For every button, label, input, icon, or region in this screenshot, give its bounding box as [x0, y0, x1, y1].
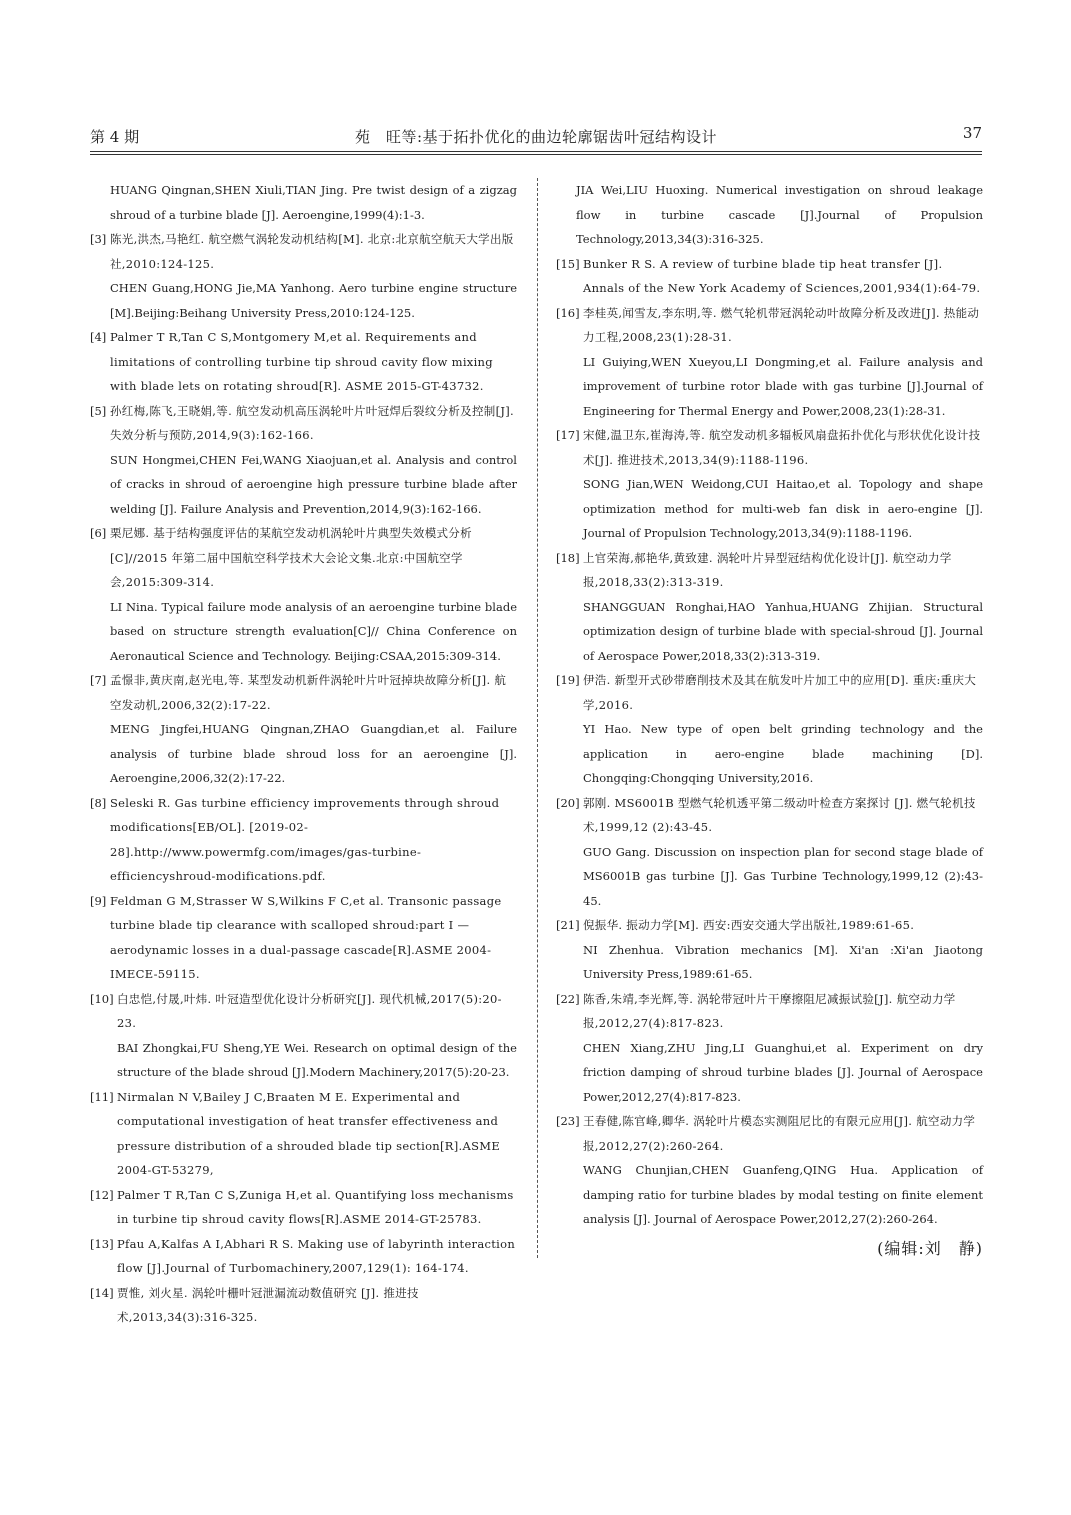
reference-item [556, 252, 983, 301]
reference-item [556, 546, 983, 669]
reference-item [90, 791, 517, 889]
reference-number: [6] [90, 526, 107, 540]
reference-item [556, 668, 983, 791]
reference-entry [556, 301, 983, 350]
references-left-column [90, 178, 517, 1330]
reference-translation: LI Guiying,WEN Xueyou,LI Dongming,et al. Failure analysis and improvement of turbine rotor blade with gas turbine [J].Journal of Engineering for Thermal Energy and Power,2008,23(1):28-31. [583, 354, 983, 418]
reference-item [90, 1183, 517, 1232]
reference-translation: WANG Chunjian,CHEN Guanfeng,QING Hua. Application of damping ratio for turbine blades by modal testing on finite element analysis [J]. Journal of Aerospace Power,2012,27(2):260-264. [583, 1163, 983, 1226]
reference-item [90, 668, 517, 791]
reference-text: 郭刚. MS6001B 型燃气轮机透平第二级动叶检查方案探讨 [J]. 燃气轮机技术,1999,12 (2):43-45. [583, 795, 976, 834]
reference-translation: SHANGGUAN Ronghai,HAO Yanhua,HUANG Zhijian. Structural optimization design of turbine blade with special-shroud [J]. Journal of Aerospace Power,2018,33(2):313-319. [583, 599, 983, 663]
reference-entry [556, 987, 983, 1036]
reference-item [556, 423, 983, 546]
reference-item [90, 227, 517, 325]
reference-number: [7] [90, 673, 107, 687]
reference-number: [19] [556, 673, 580, 687]
reference-text: Bunker R S. A review of turbine blade tip heat transfer [J]. Annals of the New York Academy of Sciences,2001,934(1):64-79. [583, 256, 981, 295]
page-number: 37 [962, 124, 982, 142]
reference-entry [90, 1085, 517, 1183]
reference-text: 王春健,陈官峰,卿华. 涡轮叶片模态实测阻尼比的有限元应用[J]. 航空动力学报,2012,27(2):260-264. [583, 1114, 976, 1153]
reference-text: Feldman G M,Strasser W S,Wilkins F C,et al. Transonic passage turbine blade tip clearance with scalloped shroud:part I — aerodynamic losses in a dual-passage cascade[R].ASME 2004-IMECE-59115. [110, 893, 502, 981]
reference-item [556, 791, 983, 914]
reference-text: 孟憬非,黄庆南,赵光电,等. 某型发动机新件涡轮叶片叶冠掉块故障分析[J]. 航空发动机,2006,32(2):17-22. [110, 673, 507, 712]
reference-item [556, 987, 983, 1110]
reference-text: 伊浩. 新型开式砂带磨削技术及其在航发叶片加工中的应用[D]. 重庆:重庆大学,2016. [583, 673, 977, 712]
reference-text: 贾惟, 刘火星. 涡轮叶栅叶冠泄漏流动数值研究 [J]. 推进技术,2013,34(3):316-325. [117, 1285, 419, 1324]
reference-item [556, 1109, 983, 1232]
reference-entry [556, 1109, 983, 1158]
reference-item [90, 325, 517, 399]
reference-entry [556, 252, 983, 301]
reference-text: 陈香,朱靖,李光辉,等. 涡轮带冠叶片干摩擦阻尼减振试验[J]. 航空动力学报,2012,27(4):817-823. [583, 991, 956, 1030]
reference-text: Seleski R. Gas turbine efficiency improvements through shroud modifications[EB/OL]. [2019-02-28].http://www.powermfg.com/images/gas-turbine-efficiencyshroud-modifications.pdf. [110, 795, 500, 883]
reference-text: Nirmalan N V,Bailey J C,Braaten M E. Experimental and computational investigation of heat transfer effectiveness and pressure distribution of a shrouded blade tip section[R].ASME 2004-GT-53279, [117, 1089, 501, 1177]
reference-translation: JIA Wei,LIU Huoxing. Numerical investigation on shroud leakage flow in turbine cascade [J].Journal of Propulsion Technology,2013,34(3):316-325. [576, 183, 983, 246]
reference-entry [556, 913, 983, 938]
reference-number: [11] [90, 1089, 114, 1104]
header-rule [90, 151, 982, 152]
reference-entry [90, 1281, 517, 1330]
editor-note: (编辑:刘 静) [877, 1238, 983, 1258]
reference-number: [23] [556, 1114, 580, 1128]
reference-text: 李桂英,闻雪友,李东明,等. 燃气轮机带冠涡轮动叶故障分析及改进[J]. 热能动力工程,2008,23(1):28-31. [583, 305, 980, 344]
reference-number: [3] [90, 232, 107, 246]
reference-entry [556, 668, 983, 717]
column-divider [537, 178, 538, 1258]
reference-number: [17] [556, 428, 580, 442]
reference-text: Pfau A,Kalfas A I,Abhari R S. Making use of labyrinth interaction flow [J].Journal of Turbomachinery,2007,129(1): 164-174. [117, 1236, 516, 1275]
reference-translation: NI Zhenhua. Vibration mechanics [M]. Xi'an :Xi'an Jiaotong University Press,1989:61-65. [583, 942, 983, 981]
reference-item [90, 889, 517, 987]
reference-translation: GUO Gang. Discussion on inspection plan for second stage blade of MS6001B gas turbine [J]. Gas Turbine Technology,1999,12 (2):43-45. [583, 844, 983, 908]
reference-number: [8] [90, 795, 107, 810]
reference-number: [5] [90, 403, 107, 418]
reference-item [90, 521, 517, 668]
reference-text: 倪振华. 振动力学[M]. 西安:西安交通大学出版社,1989:61-65. [583, 918, 915, 932]
reference-item [556, 178, 983, 252]
reference-entry [90, 987, 517, 1036]
reference-item [90, 1281, 517, 1330]
reference-translation: BAI Zhongkai,FU Sheng,YE Wei. Research on optimal design of the structure of the blade shroud [J].Modern Machinery,2017(5):20-23. [117, 1040, 517, 1079]
reference-entry [90, 668, 517, 717]
reference-number: [16] [556, 305, 580, 320]
reference-entry [90, 399, 517, 448]
reference-entry [90, 1232, 517, 1281]
reference-entry [90, 1183, 517, 1232]
reference-item [90, 178, 517, 227]
reference-entry [90, 227, 517, 276]
reference-entry [90, 325, 517, 399]
header-rule-thin [90, 154, 982, 155]
reference-translation: CHEN Xiang,ZHU Jing,LI Guanghui,et al. Experiment on dry friction damping of shroud turbine blades [J]. Journal of Aerospace Power,2012,27(4):817-823. [583, 1040, 983, 1104]
reference-number: [9] [90, 893, 107, 908]
reference-entry [556, 791, 983, 840]
reference-entry [556, 423, 983, 472]
reference-item [556, 301, 983, 424]
reference-text: 上官荣海,郝艳华,黄致建. 涡轮叶片异型冠结构优化设计[J]. 航空动力学报,2018,33(2):313-319. [583, 550, 952, 589]
reference-text: 宋健,温卫东,崔海涛,等. 航空发动机多辐板风扇盘拓扑优化与形状优化设计技术[J]. 推进技术,2013,34(9):1188-1196. [583, 428, 981, 467]
reference-number: [13] [90, 1236, 114, 1251]
reference-entry [90, 791, 517, 889]
reference-item [90, 1232, 517, 1281]
reference-translation: YI Hao. New type of open belt grinding technology and the application in aero-engine blade machining [D]. Chongqing:Chongqing University,2016. [583, 722, 983, 785]
reference-translation: LI Nina. Typical failure mode analysis of an aeroengine turbine blade based on structure strength evaluation[C]// China Conference on Aeronautical Science and Technology. Beijing:CSAA,2015:309-314. [110, 599, 517, 663]
reference-number: [20] [556, 795, 580, 810]
reference-number: [15] [556, 256, 580, 271]
reference-number: [14] [90, 1285, 114, 1300]
reference-translation: SONG Jian,WEN Weidong,CUI Haitao,et al. Topology and shape optimization method for multi-web fan disk in aero-engine [J]. Journal of Propulsion Technology,2013,34(9):1188-1196. [583, 477, 983, 540]
reference-item [90, 987, 517, 1085]
issue-number: 第 4 期 [90, 128, 140, 146]
reference-entry [556, 546, 983, 595]
reference-translation: HUANG Qingnan,SHEN Xiuli,TIAN Jing. Pre twist design of a zigzag shroud of a turbine blade [J]. Aeroengine,1999(4):1-3. [110, 183, 517, 222]
reference-item [90, 1085, 517, 1183]
reference-entry [90, 889, 517, 987]
reference-entry [90, 521, 517, 595]
reference-number: [18] [556, 550, 580, 565]
reference-translation: SUN Hongmei,CHEN Fei,WANG Xiaojuan,et al. Analysis and control of cracks in shroud of aeroengine high pressure turbine blade after welding [J]. Failure Analysis and Prevention,2014,9(3):162-166. [110, 452, 517, 516]
reference-item [90, 399, 517, 522]
reference-number: [12] [90, 1187, 114, 1202]
reference-text: 白忠恺,付晟,叶炜. 叶冠造型优化设计分析研究[J]. 现代机械,2017(5):20-23. [117, 991, 502, 1030]
reference-text: 陈光,洪杰,马艳红. 航空燃气涡轮发动机结构[M]. 北京:北京航空航天大学出版社,2010:124-125. [110, 232, 514, 271]
page-header [90, 124, 982, 152]
references-right-column [556, 178, 983, 1259]
reference-text: 栗尼娜. 基于结构强度评估的某航空发动机涡轮叶片典型失效模式分析[C]//2015 年第二届中国航空科学技术大会论文集.北京:中国航空学会,2015:309-314. [110, 526, 472, 589]
reference-number: [22] [556, 991, 580, 1006]
reference-translation: CHEN Guang,HONG Jie,MA Yanhong. Aero turbine engine structure [M].Beijing:Beihang University Press,2010:124-125. [110, 281, 517, 320]
reference-number: [21] [556, 918, 580, 932]
reference-translation: MENG Jingfei,HUANG Qingnan,ZHAO Guangdian,et al. Failure analysis of turbine blade shroud loss for an aeroengine [J]. Aeroengine,2006,32(2):17-22. [110, 722, 517, 785]
running-title: 苑 旺等:基于拓扑优化的曲边轮廓锯齿叶冠结构设计 [354, 128, 718, 146]
reference-text: 孙红梅,陈飞,王晓娟,等. 航空发动机高压涡轮叶片叶冠焊后裂纹分析及控制[J]. 失效分析与预防,2014,9(3):162-166. [110, 403, 515, 442]
reference-number: [4] [90, 330, 107, 344]
reference-number: [10] [90, 991, 114, 1006]
reference-item [556, 913, 983, 987]
reference-text: Palmer T R,Tan C S,Montgomery M,et al. Requirements and limitations of controlling turbine tip shroud cavity flow mixing with blade lets on rotating shroud[R]. ASME 2015-GT-43732. [110, 330, 493, 393]
reference-text: Palmer T R,Tan C S,Zuniga H,et al. Quantifying loss mechanisms in turbine tip shroud cavity flows[R].ASME 2014-GT-25783. [117, 1187, 514, 1226]
